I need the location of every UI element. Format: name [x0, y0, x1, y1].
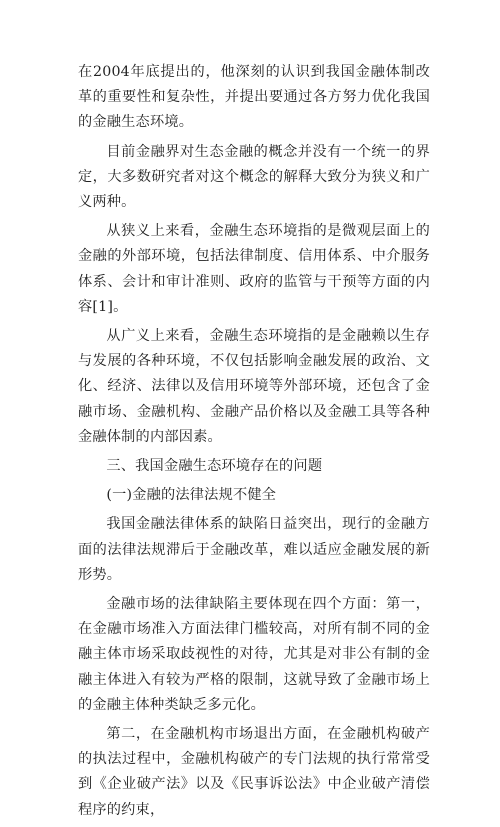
subsection-heading: (一)金融的法律法规不健全 [106, 487, 277, 504]
paragraph-6: 金融市场的法律缺陷主要体现在四个方面：第一，在金融市场准入方面法律门槛较高，对所有制不同的金融主体市场采取歧视性的对待，尤其是对非公有制的金融主体进入有较为严格的限制，这就导致了金融市场上的金融主体种类缺乏多元化。 [78, 596, 430, 713]
paragraph-7: 第二，在金融机构市场退出方面，在金融机构破产的执法过程中，金融机构破产的专门法规的执行常常受到《企业破产法》以及《民事诉讼法》中企业破产清偿程序的约束， [78, 726, 430, 818]
paragraph-1: 在2004年底提出的，他深刻的认识到我国金融体制改革的重要性和复杂性，并提出要通过各方努力优化我国的金融生态环境。 [78, 64, 430, 131]
document-body [78, 60, 430, 827]
paragraph-5: 我国金融法律体系的缺陷日益突出，现行的金融方面的法律法规滞后于金融改革，难以适应金融发展的新形势。 [78, 516, 430, 583]
paragraph-2: 目前金融界对生态金融的概念并没有一个统一的界定，大多数研究者对这个概念的解释大致分为狭义和广义两种。 [78, 143, 430, 211]
section-heading: 三、我国金融生态环境存在的问题 [106, 458, 323, 475]
paragraph-4: 从广义上来看，金融生态环境指的是金融赖以生存与发展的各种环境，不仅包括影响金融发展的政治、文化、经济、法律以及信用环境等外部环境，还包含了金融市场、金融机构、金融产品价格以及金融工具等各种金融体制的内部因素。 [78, 328, 430, 445]
paragraph-3: 从狭义上来看，金融生态环境指的是微观层面上的金融的外部环境，包括法律制度、信用体系、中介服务体系、会计和审计准则、政府的监管与干预等方面的内容[1]。 [78, 223, 430, 315]
